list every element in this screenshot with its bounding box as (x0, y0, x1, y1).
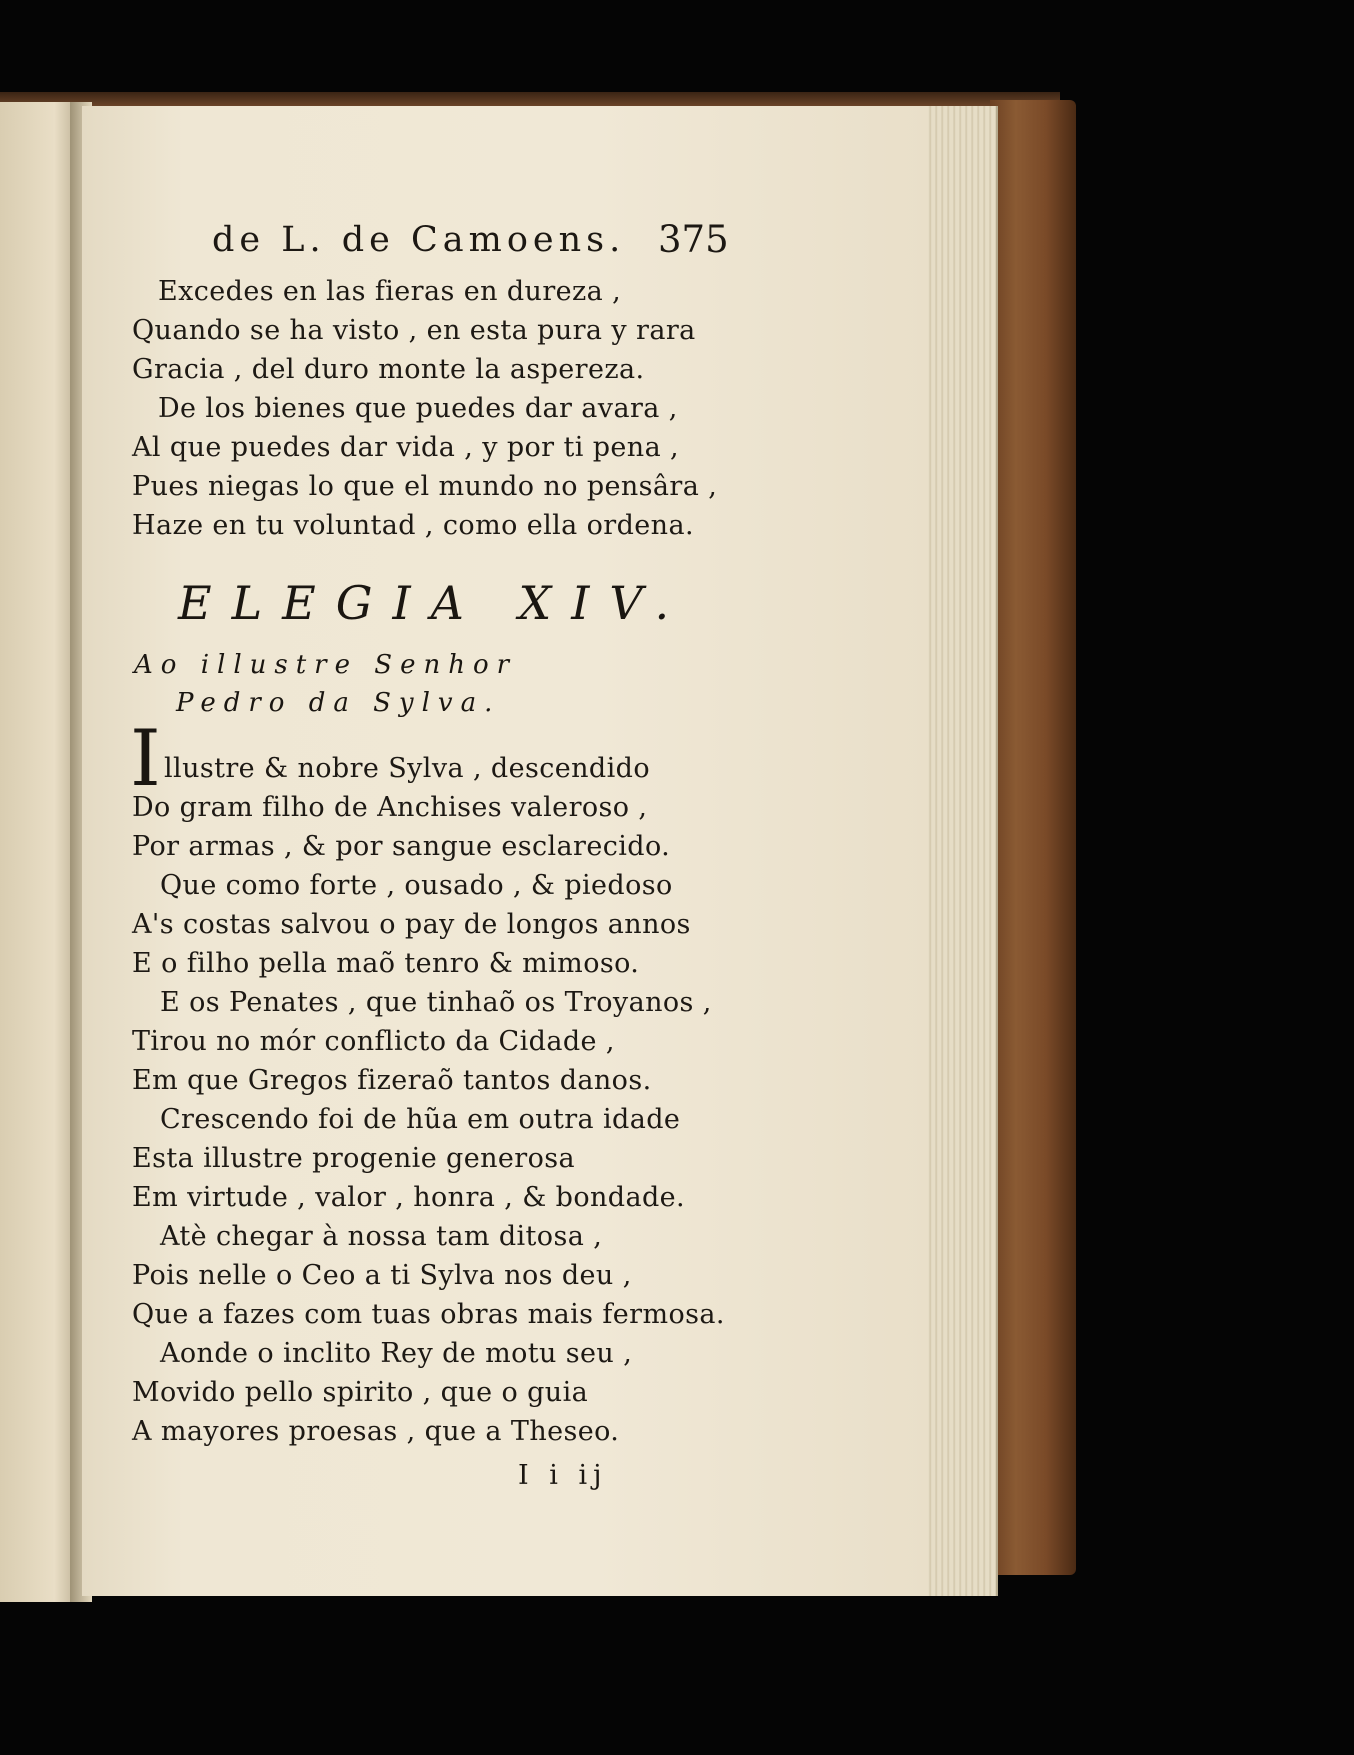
page-stack-edges (920, 106, 998, 1596)
verse-line: Gracia , del duro monte la aspereza. (132, 354, 645, 385)
verse-line: De los bienes que puedes dar avara , (158, 393, 678, 424)
elegy-line: Em virtude , valor , honra , & bondade. (132, 1182, 685, 1213)
drop-cap: I (130, 714, 161, 804)
book-top-edge (0, 92, 1060, 106)
elegy-line: Pois nelle o Ceo a ti Sylva nos deu , (132, 1260, 632, 1291)
dedication-line-2: Pedro da Sylva. (176, 688, 501, 718)
verse-line: Pues niegas lo que el mundo no pensâra , (132, 471, 718, 502)
book-cover-edge (990, 100, 1076, 1575)
elegy-line: Crescendo foi de hũa em outra idade (160, 1104, 681, 1135)
elegy-line: E o filho pella maõ tenro & mimoso. (132, 948, 640, 979)
elegy-line: Por armas , & por sangue esclarecido. (132, 831, 671, 862)
elegy-line: Do gram filho de Anchises valeroso , (132, 792, 648, 823)
page-number: 375 (658, 218, 729, 261)
elegy-line: Movido pello spirito , que o guia (132, 1377, 589, 1408)
left-page-strip (0, 102, 78, 1602)
elegy-line: Que a fazes com tuas obras mais fermosa. (132, 1299, 725, 1330)
elegy-line: Em que Gregos fizeraõ tantos danos. (132, 1065, 652, 1096)
elegy-line: Tirou no mór conflicto da Cidade , (132, 1026, 615, 1057)
elegy-line: A's costas salvou o pay de longos annos (132, 909, 691, 940)
running-header: de L. de Camoens. (212, 220, 626, 260)
dedication-line-1: Ao illustre Senhor (134, 650, 518, 680)
elegy-line: Esta illustre progenie generosa (132, 1143, 576, 1174)
verse-line: Excedes en las fieras en dureza , (158, 276, 622, 307)
verse-line: Haze en tu voluntad , como ella ordena. (132, 510, 694, 541)
elegy-first-line: llustre & nobre Sylva , descendido (164, 753, 650, 784)
signature-mark: I i ij (518, 1460, 608, 1491)
elegy-title: ELEGIA XIV. (178, 576, 690, 630)
elegy-line: A mayores proesas , que a Theseo. (132, 1416, 620, 1447)
verse-line: Quando se ha visto , en esta pura y rara (132, 315, 696, 346)
elegy-line: E os Penates , que tinhaõ os Troyanos , (160, 987, 712, 1018)
verse-line: Al que puedes dar vida , y por ti pena , (132, 432, 680, 463)
elegy-line: Aonde o inclito Rey de motu seu , (160, 1338, 633, 1369)
elegy-line: Atè chegar à nossa tam ditosa , (160, 1221, 603, 1252)
elegy-line: Que como forte , ousado , & piedoso (160, 870, 673, 901)
